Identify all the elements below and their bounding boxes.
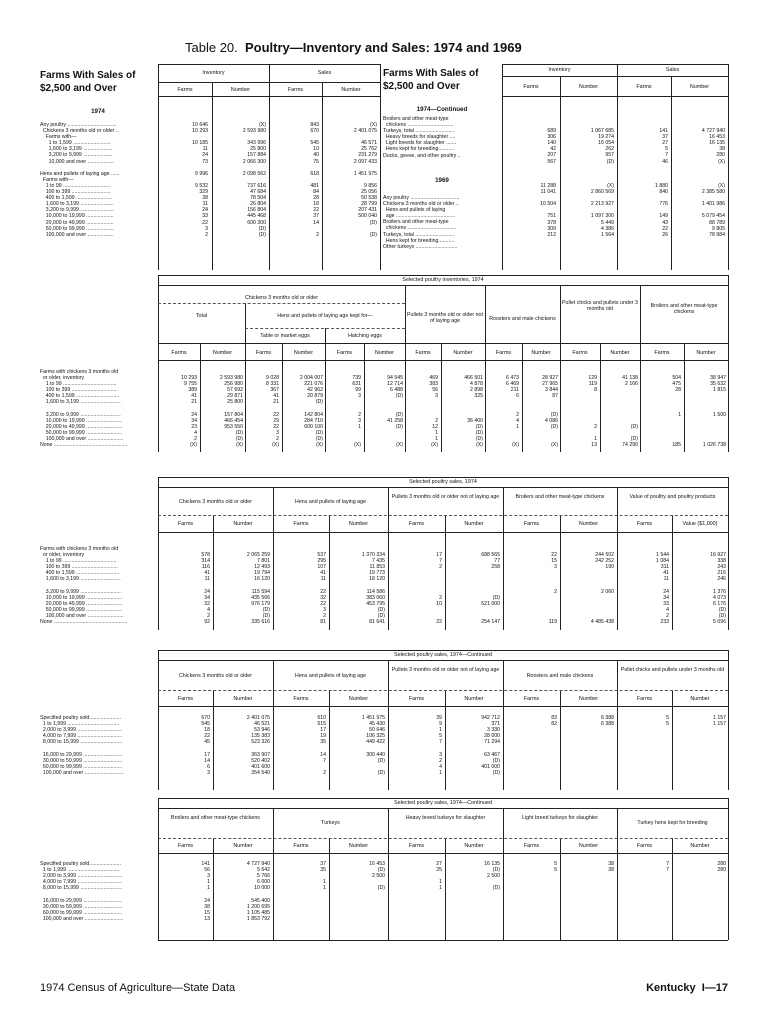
col-head-number: Number [578, 84, 599, 90]
rule [503, 808, 504, 940]
col-head-hens-kept: Hens and pullets of laying age kept for— [277, 313, 373, 319]
block2-year: 1969 [435, 177, 449, 184]
block1-year: 1974 [91, 108, 105, 115]
sec1-col: 466 501 4 878 2 898 325 36 400 (D) (D) (D) (X) [464, 375, 483, 449]
rule [617, 660, 618, 790]
sec2-col: 2 065 259 7 801 12 493 19 794 16 120 115 594 435 566 976 179 (D) (D) 335 616 [246, 552, 270, 626]
sec2-col: 16 927 338 243 216 246 1 376 4 073 6 176 (D) (D) 5 096 [710, 552, 726, 626]
rule [273, 808, 274, 940]
rule [617, 64, 618, 270]
sec3-col: 2 401 075 46 521 53 946 135 383 523 326 363 907 520 402 401 600 354 540 [246, 715, 270, 776]
col-head-number: Number [374, 350, 395, 356]
sec3-col: 610 515 17 19 35 14 7 2 [317, 715, 326, 776]
sec2-col: 1 544 1 084 311 41 11 24 34 33 4 2 233 [656, 552, 669, 626]
footer-source: 1974 Census of Agriculture—State Data [40, 982, 236, 994]
rule [503, 487, 504, 630]
sec1-col: 504 475 28 1 185 [672, 375, 681, 449]
col-head-farms: Farms [177, 843, 194, 849]
col-head-number: Number [453, 350, 473, 356]
sec3-col: 39 9 1 5 7 3 2 4 1 [436, 715, 442, 776]
rule [158, 798, 728, 799]
sec2-stubs: Farms with chickens 3 months old or older, inventory 1 to 99 ..................................... 100 to 399 ................................ 400 to 1,599 .............................. 1,600 to 3,199 ............................ 3,200 to 9,999 ............................ 10,000 to 19,999 ......................... 20,000 to 49,999 ......................... 50,000 to 99,999 ......................... 100,000 and over ......................... None ................................................... [40, 546, 128, 626]
col-head-farms: Farms [523, 843, 540, 849]
rule [158, 940, 728, 941]
block1-sales-number: (X) 2 401 075 46 571 25 762 231 279 2 097 433 1 451 975 9 856 25 056 50 538 28 799 207 431 500 040 (D) (D) [353, 122, 377, 238]
sec1-col: 469 383 56 3 2 12 1 1 (X) [429, 375, 438, 449]
col-head-heavy-breed: Heavy breed turkeys for slaughter [405, 815, 486, 821]
col-head-number: Number [531, 350, 551, 356]
col-head-farms: Farms [287, 87, 304, 93]
col-head-farms: Farms [408, 843, 425, 849]
col-head-number: Number [293, 350, 314, 356]
sec4-col: 16 453 (D) 2 500 (D) [369, 861, 385, 892]
rule [158, 650, 159, 790]
col-head-number: Number [348, 521, 369, 527]
col-head-hens: Hens and pullets of laying age [295, 499, 366, 505]
col-head-farms: Farms [636, 843, 653, 849]
col-head-number: Number [233, 843, 253, 849]
col-head-pullets: Pullets 3 months old or older not of laying age [407, 312, 483, 324]
sec3-col: 1 157 1 157 [713, 715, 726, 728]
col-head-hatching-eggs: Hatching eggs [348, 333, 382, 339]
sec2-col: 1 370 334 7 435 11 853 19 773 18 120 114 586 383 060 453 795 (D) (D) 81 641 [361, 552, 385, 626]
col-head-number: Number [690, 843, 710, 849]
rule [728, 64, 729, 270]
col-head-chickens: Chickens 3 months old or older [244, 295, 319, 301]
rule [158, 838, 728, 839]
rule [388, 660, 389, 790]
sec4-col: 16 135 (D) 2 500 (D) [484, 861, 500, 892]
col-head-number: Number [348, 843, 369, 849]
block2-inv-number: 1 067 685 19 274 16 054 262 957 (D) (X) 2 860 569 2 213 927 1 097 300 5 449 4 386 1 564 [590, 128, 614, 238]
sec2-col: 244 502 242 252 190 2 060 4 485 438 [590, 552, 614, 626]
col-head-number: Number [464, 521, 484, 527]
sec1-col: 2 004 007 221 076 42 962 20 879 (D) 142 804 284 710 600 100 (D) (D) (X) [299, 375, 323, 449]
rule [158, 360, 728, 361]
sec1-col: 129 119 8 2 1 13 [588, 375, 597, 449]
sec1-col: 2 593 980 256 980 57 692 29 871 25 800 157 804 466 454 953 550 (D) (D) (X) [219, 375, 243, 449]
col-head-number: Number [689, 84, 710, 90]
sec3-col: 670 545 18 22 45 17 14 6 3 [201, 715, 210, 776]
page-title [185, 40, 522, 55]
col-head-farms: Farms [636, 696, 653, 702]
col-head-sales: Sales [317, 70, 332, 76]
sec4-col: 38 38 [608, 861, 614, 874]
col-head-roosters: Roosters and male chickens [489, 316, 556, 322]
rule [560, 690, 561, 790]
col-head-sales: Sales [665, 67, 680, 73]
col-head-number: Number [464, 843, 484, 849]
sec4-col: 5 5 [554, 861, 557, 874]
col-head-farms: Farms [293, 521, 309, 527]
col-head-farms: Farms [293, 843, 309, 849]
sec2-col: 578 314 116 41 11 24 34 32 4 2 92 [201, 552, 210, 626]
rule [445, 690, 446, 790]
rule [728, 798, 729, 940]
sec3-stubs: Specified poultry sold...................... 1 to 1,999 .................................... 2,000 to 3,999 ............................... 4,000 to 7,999 ............................... 8,000 to 15,999 ............................. 16,000 to 29,999 ........................... 30,000 to 59,999 ........................... 60,000 to 99,999 ........................... 100,000 and over ........................... [40, 715, 124, 776]
col-head-farms: Farms [654, 350, 670, 356]
sec4-col: 4 727 940 5 642 5 766 6 000 10 000 545 400 1 200 695 1 105 485 1 853 792 [246, 861, 270, 922]
col-head-farms: Farms [177, 87, 193, 93]
col-head-number: Number [348, 696, 369, 702]
col-head-number: Number [233, 521, 253, 527]
sec4-col: 37 35 1 1 [320, 861, 326, 892]
col-head-farms: Farms [255, 350, 272, 356]
col-head-broilers: Broilers and other meat-type chickens [171, 815, 260, 821]
rule [158, 82, 380, 83]
rule [158, 487, 728, 488]
block1-stubs: Any poultry .................................. Chickens 3 months old or older .. Farms with— 1 to 1,599 .......................... 1,600 to 3,199 .................... 3,200 to 9,999 .................... 10,000 and over .................. Hens and pullets of laying age ...... Farms with— 1 to 99 ................................. 100 to 399 ........................... 400 to 1,599 ......................... 1,600 to 3,199 ....................... 3,200 to 9,999 ....................... 10,000 to 19,999 ................... 20,000 to 49,999 ................... 50,000 to 99,999 ................... 100,000 and over .................. [40, 122, 120, 238]
col-head-value: Value ($1,000) [682, 521, 718, 527]
sec4-title: Selected poultry sales, 1974—Continued [394, 800, 492, 806]
col-head-turkeys: Turkeys [321, 820, 340, 826]
sec3-col: 942 712 371 3 330 28 000 71 294 63 467 (D) 401 000 (D) [481, 715, 500, 776]
rule [158, 690, 728, 691]
block2-continued: 1974—Continued [416, 106, 468, 113]
col-head-farms: Farms [572, 350, 588, 356]
col-head-number: Number [230, 87, 251, 93]
col-head-pullets: Pullets 3 months old or older not of laying age [391, 667, 500, 673]
footer-page-number: Kentucky I—17 [646, 982, 728, 994]
col-head-number: Number [578, 521, 599, 527]
col-head-number: Number [341, 87, 361, 93]
col-head-farms: Farms [523, 696, 540, 702]
col-head-farms: Farms [523, 84, 539, 90]
col-head-farms: Farms [636, 521, 653, 527]
col-head-number: Number [578, 843, 599, 849]
col-head-farms: Farms [408, 521, 425, 527]
sec4-col: 27 25 1 1 [436, 861, 442, 892]
col-head-table-eggs: Table or market eggs [260, 333, 310, 339]
col-head-turkey-hens: Turkey hens kept for breeding [637, 820, 708, 826]
col-head-farms: Farms [408, 696, 425, 702]
rule [158, 532, 728, 533]
col-head-number: Number [464, 696, 484, 702]
col-head-inventory: Inventory [202, 70, 225, 76]
rule [617, 487, 618, 630]
rule [503, 660, 504, 790]
block1-sales-farms: 843 670 545 10 40 75 618 481 84 28 18 22 37 14 2 [310, 122, 319, 238]
col-head-farms: Farms [495, 350, 512, 356]
rule [158, 64, 159, 270]
rule [158, 343, 728, 344]
col-head-farms: Farms [523, 521, 540, 527]
sec1-col: 94 545 12 714 6 488 (D) (D) 41 258 (D) (X) [387, 375, 403, 449]
sec2-title: Selected poultry sales, 1974 [409, 479, 477, 485]
rule [158, 303, 405, 304]
rule [158, 275, 728, 276]
sec3-col: 5 5 [666, 715, 669, 728]
rule [158, 515, 728, 516]
sec3-title: Selected poultry sales, 1974—Continued [394, 652, 492, 658]
col-head-pullets: Pullets 3 months old or older not of laying age [391, 494, 500, 500]
rule [560, 76, 561, 270]
col-head-number: Number [578, 696, 599, 702]
sec1-col: 739 631 99 3 2 3 1 (X) [352, 375, 361, 449]
sec4-col: 141 56 3 1 1 24 38 15 13 [201, 861, 210, 922]
col-head-total: Total [195, 313, 208, 319]
sec1-col: 41 138 2 166 (D) (D) 74 290 [622, 375, 638, 449]
sec2-col: 537 295 107 41 11 22 32 22 3 2 81 [317, 552, 326, 626]
col-head-number: Number [212, 350, 233, 356]
rule [502, 64, 728, 65]
col-head-broilers: Broilers and other meat-type chickens [650, 303, 718, 315]
col-head-number: Number [696, 350, 716, 356]
col-head-value: Value of poultry and poultry products [629, 494, 716, 500]
col-head-chickens: Chickens 3 months old or older [178, 673, 253, 679]
block2-heading: Farms With Sales of $2,500 and Over [383, 68, 479, 92]
col-head-farms: Farms [336, 350, 353, 356]
rule [502, 76, 728, 77]
col-head-number: Number [233, 696, 253, 702]
sec4-stubs: Specified poultry sold...................... 1 to 1,999 .................................... 2,000 to 3,999 ............................... 4,000 to 7,999 ............................... 8,000 to 15,999 ............................. 16,000 to 29,999 ........................... 30,000 to 59,999 ........................... 60,000 to 99,999 ........................... 100,000 and over ........................... [40, 861, 124, 922]
block1-inv-farms: 10 646 10 293 10 185 11 24 73 9 996 9 532 329 38 11 24 33 22 3 2 [192, 122, 208, 238]
col-head-farms: Farms [636, 84, 652, 90]
col-head-hens: Hens and pullets of laying age [295, 673, 366, 679]
col-head-farms: Farms [293, 696, 309, 702]
rule [728, 477, 729, 630]
col-head-number: Number [610, 350, 630, 356]
col-head-chickens: Chickens 3 months old or older [178, 499, 253, 505]
block1-heading: Farms With Sales of $2,500 and Over [40, 70, 136, 94]
rule [617, 808, 618, 940]
rule [212, 82, 213, 270]
rule [158, 477, 728, 478]
rule [158, 808, 728, 809]
block2-inv-farms: 689 306 140 42 207 567 11 288 11 041 10 504 751 378 309 212 [540, 128, 556, 238]
col-head-farms: Farms [415, 350, 431, 356]
rule [158, 96, 380, 97]
sec1-col: 9 028 8 331 367 41 21 22 29 22 3 2 (X) [266, 375, 279, 449]
rule [502, 64, 503, 270]
sec1-col: 38 947 35 632 1 815 1 500 1 026 738 [702, 375, 726, 449]
rule [273, 487, 274, 630]
rule [502, 96, 728, 97]
rule [269, 64, 270, 270]
sec2-col: 22 15 3 2 119 [548, 552, 557, 626]
rule [213, 690, 214, 790]
sec3-col: 6 388 6 388 [601, 715, 614, 728]
rule [388, 487, 389, 630]
sec4-col: 7 7 [666, 861, 669, 874]
block2-stubs-1969: Any poultry .................................. Chickens 3 months old or older .. Hens and pullets of laying age ......................................... Broilers and other meat-type chickens .................................. Turkeys, total ........................... Hens kept for breeding........... Other turkeys ............................. [383, 195, 460, 250]
rule [158, 853, 728, 854]
rule [380, 64, 381, 270]
col-head-farms: Farms [171, 350, 187, 356]
sec4-col: 280 280 [717, 861, 726, 874]
table-title: Poultry—Inventory and Sales: 1974 and 1969 [245, 40, 522, 55]
rule [388, 808, 389, 940]
table-number: Table 20. [185, 40, 238, 55]
col-head-broilers: Broilers and other meat-type chickens [515, 494, 605, 500]
rule [158, 650, 728, 651]
rule [158, 660, 728, 661]
rule [329, 690, 330, 790]
col-head-roosters: Roosters and male chickens [526, 673, 594, 679]
sec2-col: 17 7 2 2 10 22 [436, 552, 442, 626]
sec1-col: 10 293 9 755 389 41 21 24 34 23 4 2 (X) [181, 375, 197, 449]
col-head-farms: Farms [177, 521, 194, 527]
col-head-pullet-chicks: Pullet chicks and pullets under 3 months old [620, 667, 725, 673]
sec1-title: Selected poultry inventories, 1974 [402, 277, 484, 283]
rule [158, 706, 728, 707]
rule [273, 660, 274, 790]
sec3-col: 83 82 [551, 715, 557, 728]
sec1-col: 6 473 6 469 211 6 2 4 1 (X) [506, 375, 519, 449]
block1-inv-number: (X) 2 593 980 343 996 25 800 157 884 2 066 300 2 098 562 737 616 47 684 78 504 26 804 156 804 445 468 600 300 (D) (D) [242, 122, 266, 238]
sec3-col: 1 451 975 45 430 50 646 106 325 449 422 300 440 (D) (D) [361, 715, 385, 776]
rule [671, 76, 672, 270]
block2-stubs-1974: Broilers and other meat-type chickens ................................ Turkeys, total ........................... Heavy breeds for slaughter .... Light breeds for slaughter ....... Hens kept for breeding........... Ducks, geese, and other poultry .. [383, 116, 461, 159]
rule [672, 690, 673, 790]
col-head-number: Number [690, 696, 710, 702]
block2-sales-number: 4 727 940 16 453 16 135 38 280 (X) (X) 2 385 580 1 401 986 5 079 454 88 789 9 805 78 984 [701, 128, 725, 238]
col-head-farms: Farms [177, 696, 194, 702]
col-head-pullet-chicks: Pullet chicks and pullets under 3 months old [562, 300, 638, 312]
rule [245, 328, 405, 329]
col-head-inventory: Inventory [548, 67, 571, 73]
rule [728, 650, 729, 790]
col-head-light-breed: Light breed turkeys for slaughter [522, 815, 598, 821]
sec1-col: 28 927 27 965 3 844 87 (D) 4 086 (D) (X) [542, 375, 558, 449]
rule [728, 275, 729, 452]
sec1-stubs: Farms with chickens 3 months old or older, inventory 1 to 99 ..................................... 100 to 399 ................................ 400 to 1,599 .............................. 1,600 to 3,199 ............................ 3,200 to 9,999 ............................ 10,000 to 19,999 ......................... 20,000 to 49,999 ......................... 50,000 to 99,999 ......................... 100,000 and over ......................... None ................................................... [40, 369, 128, 449]
rule [322, 82, 323, 270]
rule [158, 285, 728, 286]
block2-sales-farms: 141 37 27 5 7 46 1 880 840 776 149 43 22 26 [655, 128, 668, 238]
sec2-col: 688 565 77 258 (D) 521 000 254 147 [481, 552, 500, 626]
